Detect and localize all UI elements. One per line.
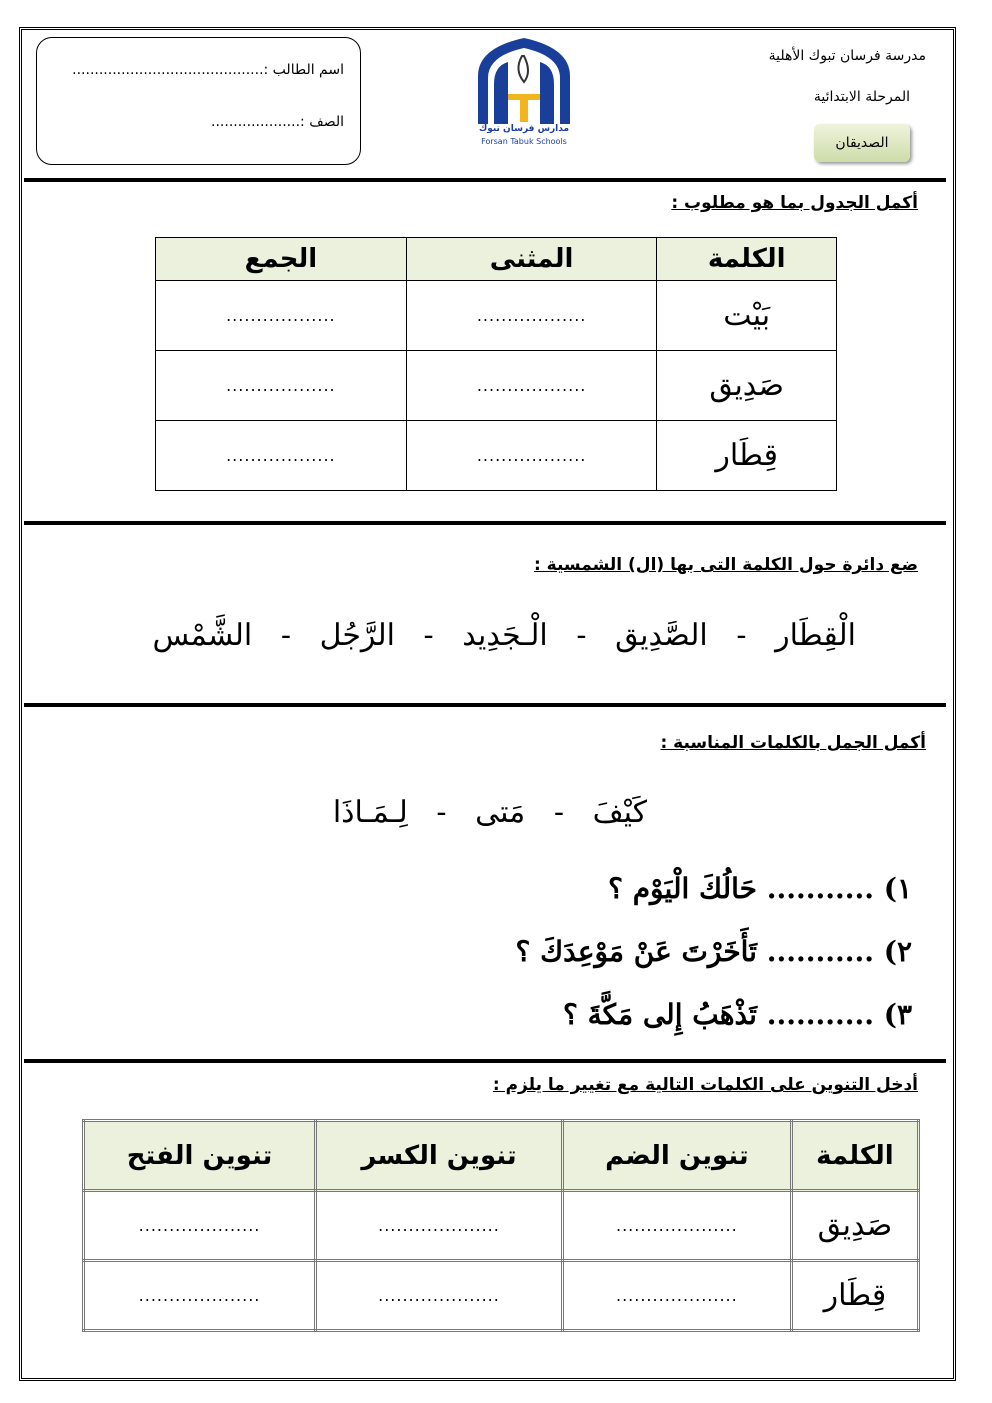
student-info-box	[36, 37, 361, 165]
answer-field[interactable]: ..................	[156, 351, 407, 421]
sentence-2: ٢) ........... تَأَخَرْتَ عَنْ مَوْعِدَكَ ؟	[515, 935, 912, 968]
answer-field[interactable]: ..................	[156, 421, 407, 491]
class-field[interactable]: ....................	[211, 114, 301, 130]
table-row: صَدِيق .................. ..................	[156, 351, 837, 421]
col-header: تنوين الضم	[562, 1121, 791, 1191]
divider	[24, 703, 946, 707]
q2-title: ضع دائرة حول الكلمة التى بها (ال) الشمسية :	[533, 555, 918, 575]
word-option[interactable]: الصَّدِيق	[615, 618, 708, 653]
table-row: قِطَار .................... .................... ....................	[84, 1261, 919, 1331]
answer-field[interactable]: ..................	[406, 351, 657, 421]
word-option[interactable]: الشَّمْس	[152, 618, 253, 653]
table-row: بَيْت .................. ..................	[156, 281, 837, 351]
col-header: الكلمة	[791, 1121, 918, 1191]
table-row: قِطَار .................. ..................	[156, 421, 837, 491]
divider	[24, 1059, 946, 1063]
divider	[24, 521, 946, 525]
answer-field[interactable]: ....................	[84, 1261, 316, 1331]
answer-field[interactable]: ....................	[562, 1191, 791, 1261]
sentence-3: ٣) ........... تَذْهَبُ إِلى مَكَّةَ ؟	[563, 998, 912, 1031]
answer-field[interactable]: ....................	[562, 1261, 791, 1331]
choice-word: كَيْفَ	[592, 795, 647, 830]
col-header: الكلمة	[657, 238, 837, 281]
q3-title: أكمل الجمل بالكلمات المناسبة :	[660, 733, 926, 753]
school-stage: المرحلة الابتدائية	[813, 89, 910, 105]
school-name: مدرسة فرسان تبوك الأهلية	[768, 48, 926, 64]
q1-title: أكمل الجدول بما هو مطلوب :	[671, 193, 918, 213]
answer-field[interactable]: ....................	[316, 1191, 563, 1261]
student-name-field[interactable]: ...........................................	[72, 62, 264, 78]
choice-word: مَتى	[475, 795, 526, 830]
class-label: الصف :	[300, 114, 344, 130]
student-name-label: اسم الطالب :	[263, 62, 344, 78]
word-option[interactable]: الرَّجُل	[319, 618, 395, 653]
q4-title: أدخل التنوين على الكلمات التالية مع تغيير ما يلزم :	[492, 1075, 918, 1095]
answer-field[interactable]: ..................	[406, 281, 657, 351]
answer-field[interactable]: ....................	[316, 1261, 563, 1331]
sentence-1: ١) ........... حَالُكَ الْيَوْم ؟	[608, 872, 912, 905]
col-header: الجمع	[156, 238, 407, 281]
lesson-badge: الصديقان	[814, 124, 910, 162]
word-option[interactable]: الْقِطَار	[775, 618, 856, 653]
divider	[24, 178, 946, 182]
col-header: تنوين الكسر	[316, 1121, 563, 1191]
q1-table	[155, 237, 837, 491]
table-row: صَدِيق .................... .................... ....................	[84, 1191, 919, 1261]
col-header: المثنى	[406, 238, 657, 281]
choice-word: لِـمَـاذَا	[332, 795, 408, 830]
answer-field[interactable]: ..................	[406, 421, 657, 491]
q4-table	[82, 1119, 920, 1332]
word-option[interactable]: الْـجَدِيد	[462, 618, 548, 653]
answer-field[interactable]: ....................	[84, 1191, 316, 1261]
school-logo: مدارس فرسان تبوك Forsan Tabuk Schools	[472, 36, 576, 151]
col-header: تنوين الفتح	[84, 1121, 316, 1191]
answer-field[interactable]: ..................	[156, 281, 407, 351]
q2-word-list: الْقِطَار - الصَّدِيق - الْـجَدِيد - الرَّجُل - الشَّمْس	[152, 618, 856, 653]
q3-choices: كَيْفَ - مَتى - لِـمَـاذَا	[332, 795, 647, 830]
